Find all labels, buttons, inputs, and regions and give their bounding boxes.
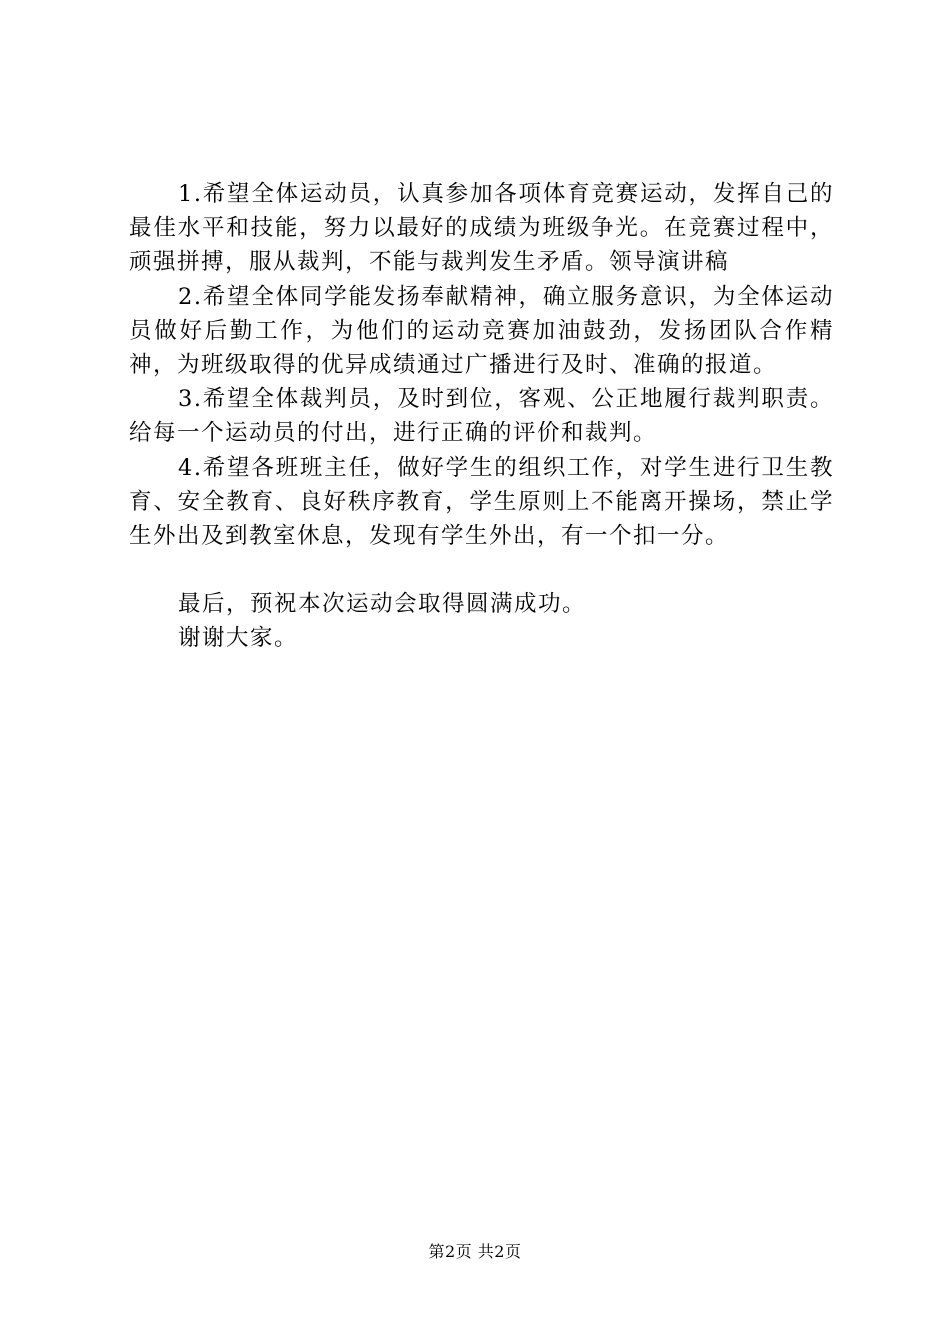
closing-wish: 最后，预祝本次运动会取得圆满成功。 <box>178 591 587 618</box>
paragraph-4: 4.希望各班班主任，做好学生的组织工作，对学生进行卫生教育、安全教育、良好秩序教育，学生原则上不能离开操场，禁止学生外出及到教室休息，发现有学生外出，有一个扣一分。 <box>129 454 834 550</box>
blank-line <box>129 553 834 587</box>
paragraph-2: 2.希望全体同学能发扬奉献精神，确立服务意识，为全体运动员做好后勤工作，为他们的运动竞赛加油鼓劲，发扬团队合作精神，为班级取得的优异成绩通过广播进行及时、准确的报道。 <box>129 283 834 379</box>
closing-thanks: 谢谢大家。 <box>178 625 299 652</box>
document-body <box>129 177 834 656</box>
page-footer: 第2页 共2页 <box>428 1242 522 1261</box>
paragraph-3: 3.希望全体裁判员，及时到位，客观、公正地履行裁判职责。给每一个运动员的付出，进行正确的评价和裁判。 <box>129 386 834 447</box>
paragraph-1: 1.希望全体运动员，认真参加各项体育竞赛运动，发挥自己的最佳水平和技能，努力以最好的成绩为班级争光。在竞赛过程中，顽强拼搏，服从裁判，不能与裁判发生矛盾。领导演讲稿 <box>129 181 834 276</box>
